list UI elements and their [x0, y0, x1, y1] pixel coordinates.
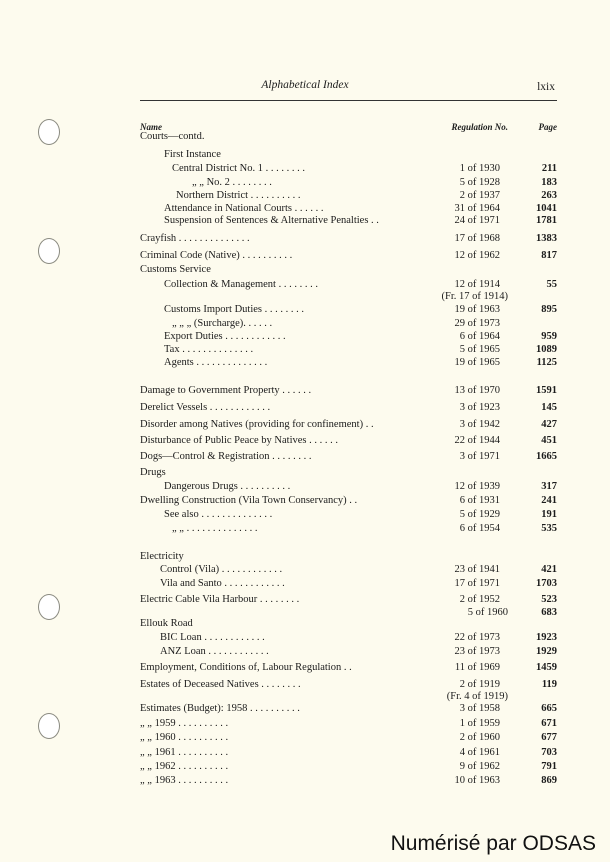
entry-name: Central District No. 1 . . . . . . . . — [172, 163, 305, 174]
entry-name: Derelict Vessels . . . . . . . . . . . . — [140, 402, 271, 413]
entry-regulation: 1 of 1930 — [459, 163, 500, 174]
table-row — [140, 263, 557, 277]
table-row — [140, 130, 557, 144]
header-rule — [140, 100, 557, 101]
column-header-page: Page — [538, 122, 557, 132]
table-row — [140, 384, 557, 398]
entry-name: ANZ Loan . . . . . . . . . . . . — [160, 646, 269, 657]
entry-name: „ „ No. 2 . . . . . . . . — [192, 177, 272, 188]
entry-name: Suspension of Sentences & Alternative Penalties . . — [164, 215, 379, 226]
binder-hole-2 — [38, 238, 60, 264]
entry-regulation: 2 of 1919 — [459, 679, 500, 690]
entry-regulation: 23 of 1973 — [454, 646, 500, 657]
entry-regulation: 5 of 1928 — [459, 177, 500, 188]
entry-page: 959 — [541, 331, 557, 342]
entry-regulation: 24 of 1971 — [454, 215, 500, 226]
entry-page: 523 — [541, 594, 557, 605]
entry-regulation: 19 of 1965 — [454, 357, 500, 368]
entry-page: 677 — [541, 732, 557, 743]
entry-page: 1383 — [536, 233, 557, 244]
entry-page: 791 — [541, 761, 557, 772]
entry-name: „ „ 1959 . . . . . . . . . . — [140, 718, 229, 729]
entry-regulation: 11 of 1969 — [454, 662, 500, 673]
entry-name: Employment, Conditions of, Labour Regulation . . — [140, 662, 352, 673]
table-row — [140, 480, 557, 494]
entry-regulation: 2 of 1952 — [459, 594, 500, 605]
estates-alt-regulation: (Fr. 4 of 1919) — [446, 691, 508, 702]
entry-regulation: 31 of 1964 — [454, 203, 500, 214]
entry-page: 895 — [541, 304, 557, 315]
entry-name: Dwelling Construction (Vila Town Conservancy) . . — [140, 495, 358, 506]
binder-hole-3 — [38, 594, 60, 620]
entry-page: 421 — [541, 564, 557, 575]
entry-page: 1125 — [536, 357, 557, 368]
entry-name: First Instance — [164, 149, 221, 160]
table-row — [140, 343, 557, 357]
entry-regulation: 6 of 1964 — [459, 331, 500, 342]
entry-page: 817 — [541, 250, 557, 261]
table-row — [140, 317, 557, 331]
entry-page: 183 — [541, 177, 557, 188]
table-row — [140, 162, 557, 176]
table-row — [140, 176, 557, 190]
table-row — [140, 450, 557, 464]
entry-name: Customs Service — [140, 264, 211, 275]
table-row — [140, 563, 557, 577]
entry-name: BIC Loan . . . . . . . . . . . . — [160, 632, 265, 643]
entry-name: Electric Cable Vila Harbour . . . . . . . . — [140, 594, 300, 605]
entry-page: 119 — [541, 679, 557, 690]
entry-name: „ „ 1963 . . . . . . . . . . — [140, 775, 229, 786]
entry-page: 1041 — [536, 203, 557, 214]
table-row — [140, 577, 557, 591]
entry-page: 1781 — [536, 215, 557, 226]
column-header-regulation: Regulation No. — [451, 122, 508, 132]
entry-page: 1089 — [536, 344, 557, 355]
entry-regulation: 3 of 1942 — [459, 419, 500, 430]
binder-hole-1 — [38, 119, 60, 145]
entry-regulation: 10 of 1963 — [454, 775, 500, 786]
entry-page: 1591 — [536, 385, 557, 396]
entry-page: 1929 — [536, 646, 557, 657]
entry-name: Control (Vila) . . . . . . . . . . . . — [160, 564, 283, 575]
entry-name: Drugs — [140, 467, 166, 478]
table-row — [140, 550, 557, 564]
entry-name: Collection & Management . . . . . . . . — [164, 279, 318, 290]
entry-page: 1923 — [536, 632, 557, 643]
entry-name: Tax . . . . . . . . . . . . . . — [164, 344, 254, 355]
table-row — [140, 434, 557, 448]
entry-page: 1703 — [536, 578, 557, 589]
entry-name: Vila and Santo . . . . . . . . . . . . — [160, 578, 285, 589]
entry-name: Criminal Code (Native) . . . . . . . . . . — [140, 250, 293, 261]
entry-name: Export Duties . . . . . . . . . . . . — [164, 331, 286, 342]
table-row — [140, 702, 557, 716]
page-number: lxix — [537, 81, 555, 93]
table-row — [140, 731, 557, 745]
table-row — [140, 522, 557, 536]
entry-regulation: 6 of 1931 — [459, 495, 500, 506]
table-row — [140, 631, 557, 645]
entry-regulation: 12 of 1962 — [454, 250, 500, 261]
entry-regulation: 22 of 1973 — [454, 632, 500, 643]
entry-name: Northern District . . . . . . . . . . — [176, 190, 301, 201]
customs-alt-regulation: (Fr. 17 of 1914) — [441, 291, 508, 302]
table-row — [140, 466, 557, 480]
entry-regulation: 23 of 1941 — [454, 564, 500, 575]
entry-page: 191 — [541, 509, 557, 520]
entry-regulation: 2 of 1937 — [459, 190, 500, 201]
entry-page: 1665 — [536, 451, 557, 462]
table-row — [140, 401, 557, 415]
entry-name: Disorder among Natives (providing for confinement) . . — [140, 419, 374, 430]
table-row — [140, 214, 557, 228]
entry-page: 535 — [541, 523, 557, 534]
entry-name: Courts—contd. — [140, 131, 205, 142]
entry-page: 665 — [541, 703, 557, 714]
entry-name: Estimates (Budget): 1958 . . . . . . . . . . — [140, 703, 300, 714]
entry-page: 55 — [546, 279, 557, 290]
table-row — [140, 189, 557, 203]
entry-name: Customs Import Duties . . . . . . . . — [164, 304, 305, 315]
column-header-name: Name — [140, 122, 162, 132]
entry-regulation: 19 of 1963 — [454, 304, 500, 315]
entry-regulation: 1 of 1959 — [459, 718, 500, 729]
entry-regulation: 17 of 1971 — [454, 578, 500, 589]
entry-regulation: 9 of 1962 — [459, 761, 500, 772]
table-row — [140, 356, 557, 370]
entry-page: 145 — [541, 402, 557, 413]
electric-cable-extra-regulation: 5 of 1960 — [467, 607, 508, 618]
entry-name: „ „ 1960 . . . . . . . . . . — [140, 732, 229, 743]
entry-page: 869 — [541, 775, 557, 786]
entry-name: „ „ „ (Surcharge). . . . . . — [172, 318, 273, 329]
table-row — [140, 249, 557, 263]
table-row — [140, 593, 557, 607]
entry-name: Attendance in National Courts . . . . . . — [164, 203, 324, 214]
table-row — [140, 661, 557, 675]
entry-regulation: 12 of 1914 — [454, 279, 500, 290]
table-row — [140, 645, 557, 659]
entry-regulation: 29 of 1973 — [454, 318, 500, 329]
entry-page: 317 — [541, 481, 557, 492]
entry-regulation: 2 of 1960 — [459, 732, 500, 743]
entry-regulation: 17 of 1968 — [454, 233, 500, 244]
entry-regulation: 3 of 1923 — [459, 402, 500, 413]
entry-regulation: 22 of 1944 — [454, 435, 500, 446]
table-row — [140, 774, 557, 788]
table-row — [140, 746, 557, 760]
table-row — [140, 508, 557, 522]
entry-name: Dangerous Drugs . . . . . . . . . . — [164, 481, 291, 492]
entry-regulation: 13 of 1970 — [454, 385, 500, 396]
entry-regulation: 4 of 1961 — [459, 747, 500, 758]
entry-page: 451 — [541, 435, 557, 446]
table-row — [140, 760, 557, 774]
table-row — [140, 148, 557, 162]
entry-page: 1459 — [536, 662, 557, 673]
table-row — [140, 303, 557, 317]
entry-page: 241 — [541, 495, 557, 506]
entry-name: Agents . . . . . . . . . . . . . . — [164, 357, 268, 368]
entry-regulation: 5 of 1929 — [459, 509, 500, 520]
entry-name: Dogs—Control & Registration . . . . . . . . — [140, 451, 312, 462]
entry-page: 671 — [541, 718, 557, 729]
entry-name: Disturbance of Public Peace by Natives . . . . . . — [140, 435, 338, 446]
entry-name: Ellouk Road — [140, 618, 193, 629]
entry-name: Crayfish . . . . . . . . . . . . . . — [140, 233, 250, 244]
electric-cable-extra-page: 683 — [541, 607, 557, 618]
table-row — [140, 330, 557, 344]
entry-regulation: 12 of 1939 — [454, 481, 500, 492]
entry-page: 211 — [541, 163, 557, 174]
entry-regulation: 5 of 1965 — [459, 344, 500, 355]
entry-regulation: 3 of 1958 — [459, 703, 500, 714]
entry-name: Damage to Government Property . . . . . . — [140, 385, 312, 396]
entry-regulation: 3 of 1971 — [459, 451, 500, 462]
table-row — [140, 717, 557, 731]
entry-name: „ „ 1961 . . . . . . . . . . — [140, 747, 229, 758]
entry-page: 427 — [541, 419, 557, 430]
entry-regulation: 6 of 1954 — [459, 523, 500, 534]
entry-name: „ „ . . . . . . . . . . . . . . — [172, 523, 258, 534]
table-row — [140, 494, 557, 508]
entry-name: Electricity — [140, 551, 184, 562]
table-row — [140, 232, 557, 246]
entry-name: „ „ 1962 . . . . . . . . . . — [140, 761, 229, 772]
entry-name: Estates of Deceased Natives . . . . . . . . — [140, 679, 301, 690]
entry-name: See also . . . . . . . . . . . . . . — [164, 509, 273, 520]
table-row — [140, 418, 557, 432]
binder-hole-4 — [38, 713, 60, 739]
entry-page: 263 — [541, 190, 557, 201]
page-title: Alphabetical Index — [261, 79, 349, 91]
entry-page: 703 — [541, 747, 557, 758]
digitization-credit: Numérisé par ODSAS — [390, 832, 596, 855]
